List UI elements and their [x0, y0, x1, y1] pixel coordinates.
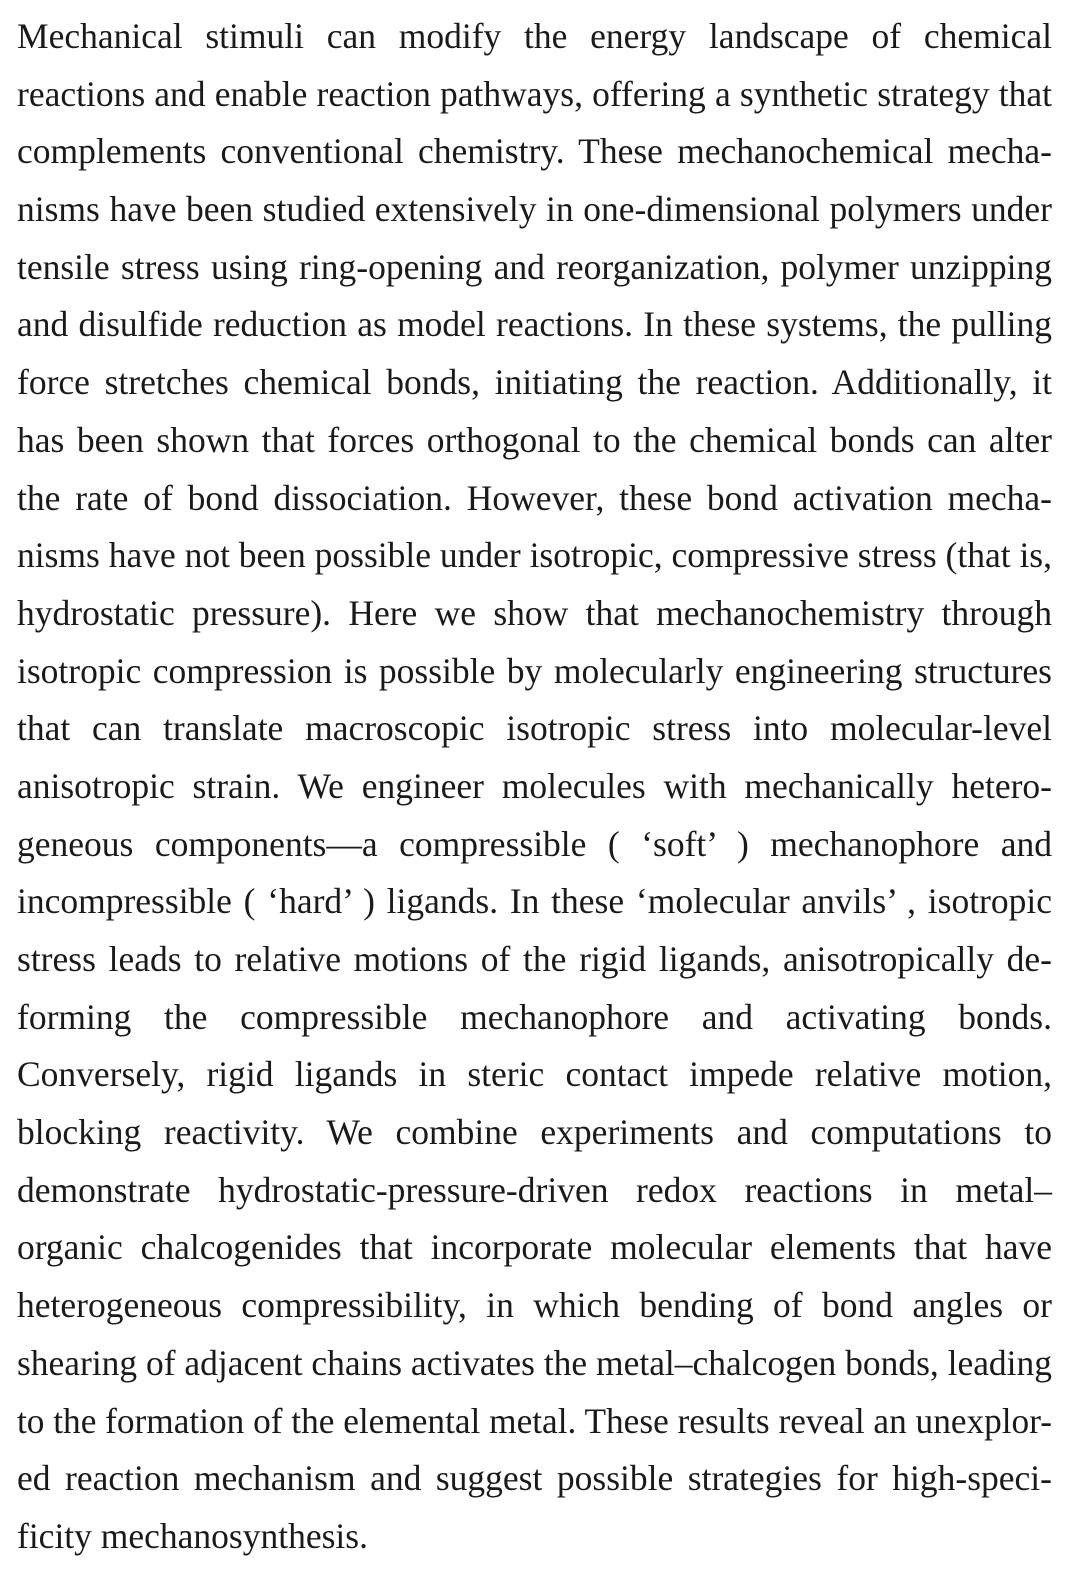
text-line: demonstrate hydrostatic-pressure-driven redox reactions in metal– — [17, 1169, 1052, 1210]
text-line: isotropic compression is possible by molecularly engineering structures — [17, 650, 1052, 691]
text-line: reactions and enable reaction pathways, offering a synthetic strategy that — [17, 73, 1052, 114]
text-line: nisms have been studied extensively in one-dimensional polymers under — [17, 189, 1052, 230]
text-line: the rate of bond dissociation. However, these bond activation mecha- — [17, 477, 1052, 518]
text-line: anisotropic strain. We engineer molecules with mechanically hetero- — [17, 765, 1052, 806]
text-line: ed reaction mechanism and suggest possible strategies for high-speci- — [17, 1458, 1052, 1499]
text-line: force stretches chemical bonds, initiating the reaction. Additionally, it — [17, 362, 1052, 403]
text-line: complements conventional chemistry. These mechanochemical mecha- — [17, 131, 1052, 172]
text-line: Conversely, rigid ligands in steric contact impede relative motion, — [17, 1054, 1052, 1095]
text-line: hydrostatic pressure). Here we show that mechanochemistry through — [17, 592, 1052, 633]
text-line: incompressible ( ‘hard’ ) ligands. In these ‘molecular anvils’ , isotropic — [17, 881, 1052, 922]
text-line: geneous components—a compressible ( ‘soft’ ) mechanophore and — [17, 823, 1052, 864]
text-line: stress leads to relative motions of the rigid ligands, anisotropically de- — [17, 939, 1052, 979]
text-line: shearing of adjacent chains activates the metal–chalcogen bonds, leading — [17, 1342, 1052, 1383]
text-line: blocking reactivity. We combine experiments and computations to — [17, 1112, 1052, 1153]
abstract-paragraph — [17, 8, 1052, 1566]
text-line: that can translate macroscopic isotropic stress into molecular-level — [17, 708, 1052, 749]
text-line: ficity mechanosynthesis. — [17, 1515, 368, 1556]
text-line: tensile stress using ring-opening and reorganization, polymer unzipping — [17, 246, 1052, 287]
text-line: and disulfide reduction as model reactions. In these systems, the pulling — [17, 304, 1052, 345]
text-line: to the formation of the elemental metal. These results reveal an unexplor- — [17, 1400, 1052, 1441]
text-line: organic chalcogenides that incorporate molecular elements that have — [17, 1227, 1052, 1268]
text-line: Mechanical stimuli can modify the energy landscape of chemical — [17, 16, 1052, 56]
text-line: has been shown that forces orthogonal to the chemical bonds can alter — [17, 419, 1052, 460]
text-line: heterogeneous compressibility, in which bending of bond angles or — [17, 1285, 1052, 1326]
text-line: nisms have not been possible under isotropic, compressive stress (that is, — [17, 535, 1052, 576]
text-line: forming the compressible mechanophore and activating bonds. — [17, 996, 1052, 1037]
